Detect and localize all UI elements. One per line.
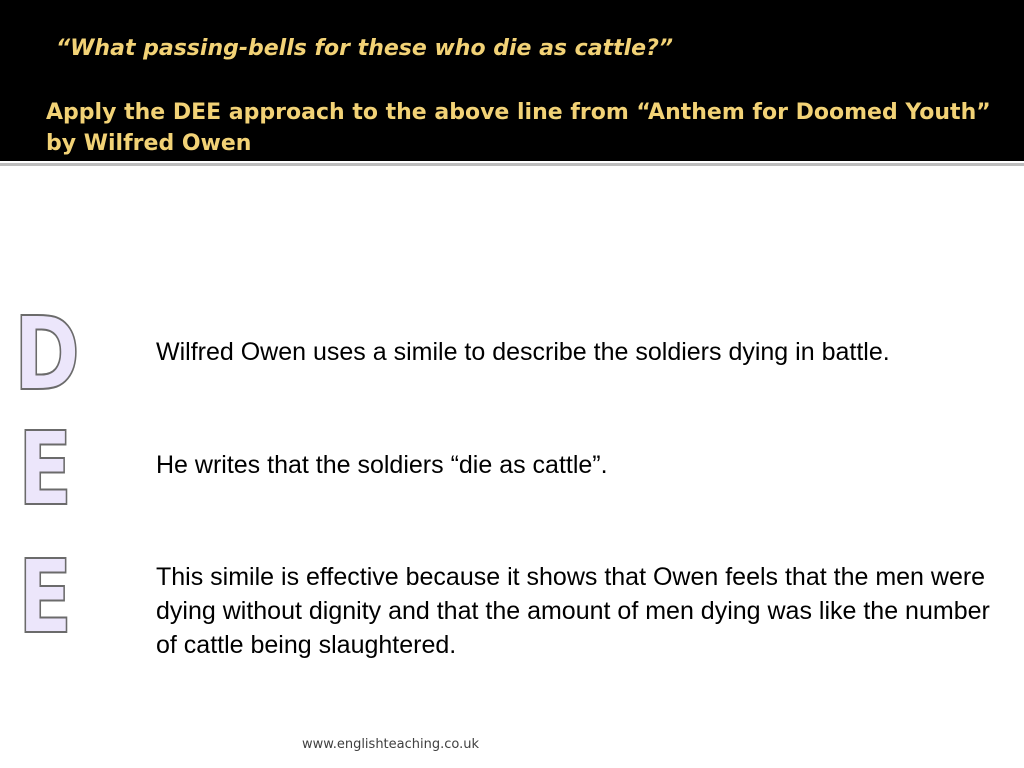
header-bar xyxy=(0,0,1024,161)
poem-quote: “What passing-bells for these who die as cattle?” xyxy=(56,36,673,61)
dee-letter-e-explain: E xyxy=(18,538,73,657)
dee-letter-d: D xyxy=(14,295,81,414)
header-divider xyxy=(0,163,1024,166)
describe-paragraph: Wilfred Owen uses a simile to describe the soldiers dying in battle. xyxy=(156,338,890,366)
instruction-line-1: Apply the DEE approach to the above line from “Anthem for Doomed Youth” xyxy=(46,100,991,125)
evidence-paragraph: He writes that the soldiers “die as cattle”. xyxy=(156,451,608,479)
instruction-line-2: by Wilfred Owen xyxy=(46,131,252,156)
dee-letter-e-evidence: E xyxy=(18,410,73,529)
website-footer: www.englishteaching.co.uk xyxy=(302,737,480,752)
explain-paragraph: This simile is effective because it shows that Owen feels that the men were dying without dignity and that the amount of men dying was like the number of cattle being slaughtered. xyxy=(156,563,990,659)
instruction-text xyxy=(46,97,1024,159)
